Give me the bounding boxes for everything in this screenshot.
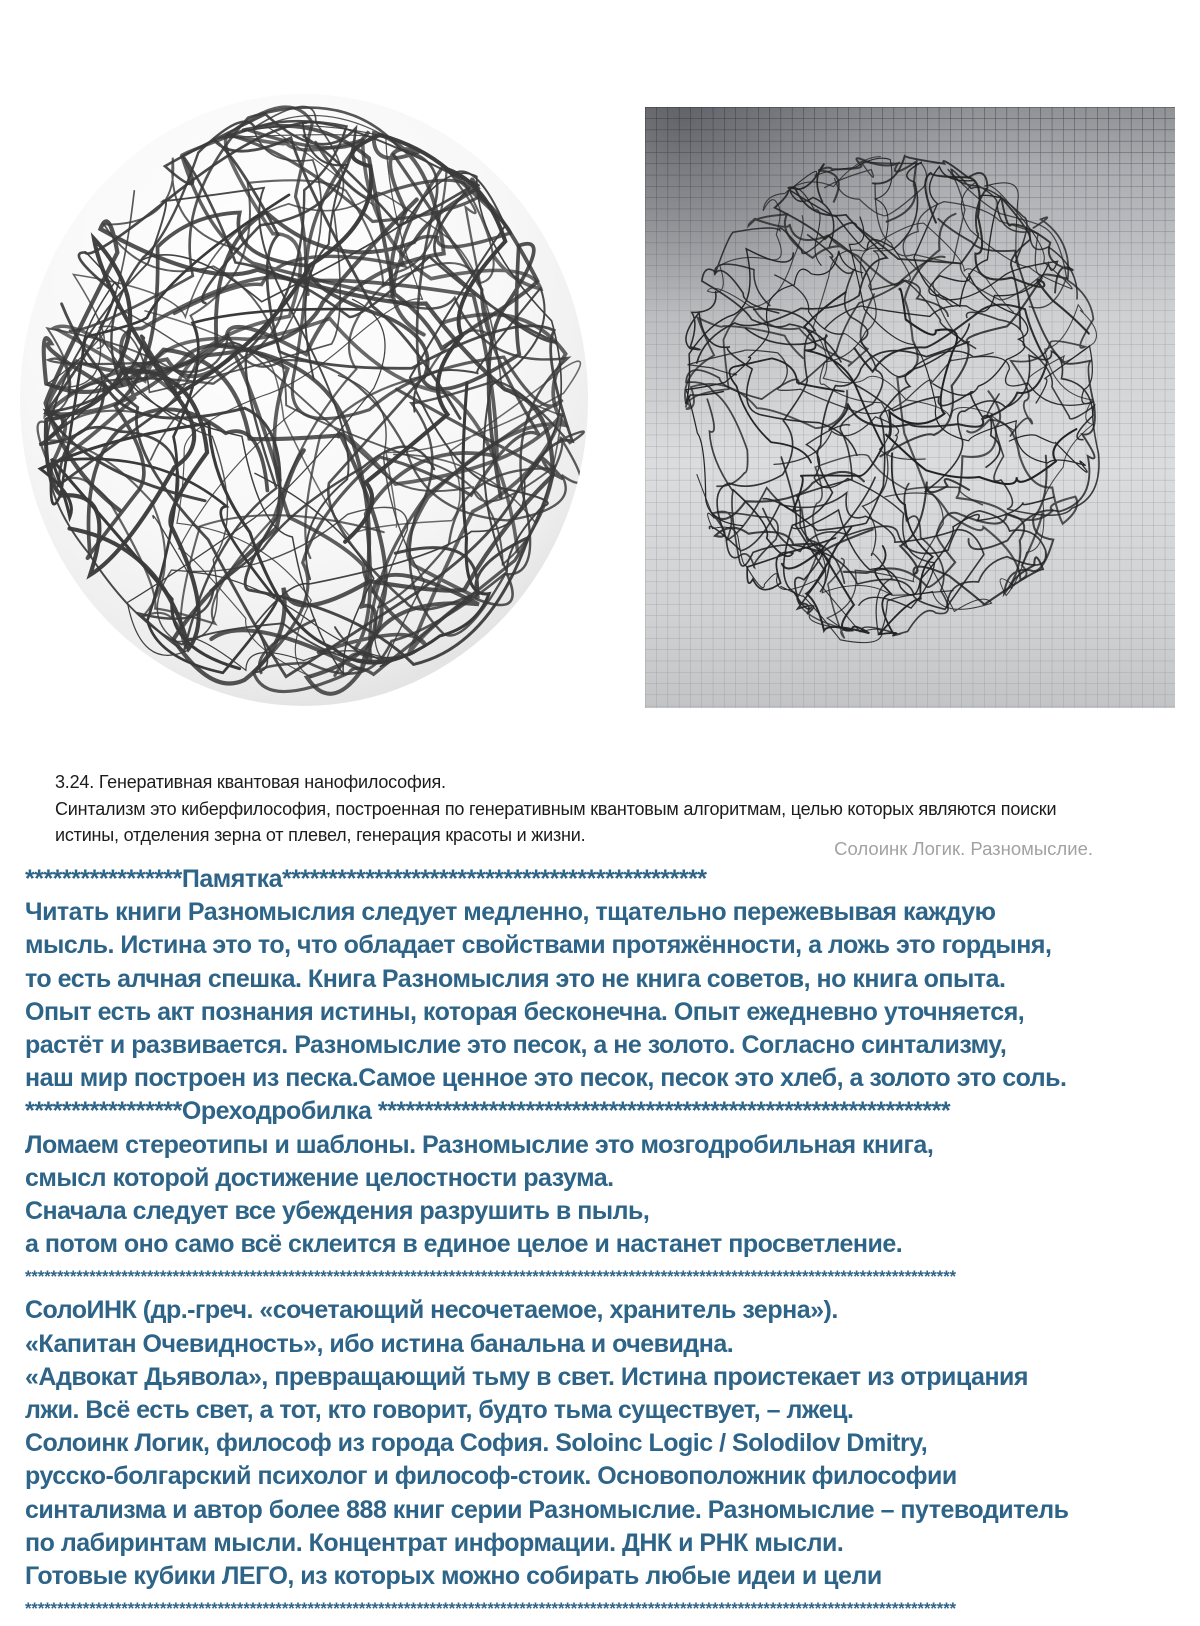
paper-corner-shadow <box>645 107 1175 708</box>
soloink-line: Готовые кубики ЛЕГО, из которых можно собирать любые идеи и цели <box>25 1561 882 1590</box>
soloink-line: Солоинк Логик, философ из города София. Soloinc Logic / Solodilov Dmitry, <box>25 1429 928 1458</box>
figure-caption <box>55 769 1056 849</box>
blue-text-block <box>25 863 1200 1626</box>
scribble-sphere-image <box>18 93 590 707</box>
orekhodrobilka-line: а потом оно само всё склеится в единое целое и настанет просветление. <box>25 1230 903 1259</box>
pamyatka-line: Читать книги Разномыслия следует медленно, тщательно пережевывая каждую <box>25 898 996 927</box>
soloink-line: лжи. Всё есть свет, а тот, кто говорит, будто тьма существует, – лжец. <box>25 1396 854 1424</box>
pamyatka-line: растёт и развивается. Разномыслие это песок, а не золото. Согласно синтализму, <box>25 1030 1007 1059</box>
pamyatka-line: мысль. Истина это то, что обладает свойствами протяжённости, а ложь это гордыня, <box>25 931 1052 960</box>
orekhodrobilka-header: *****************Ореходробилка ************************************************************** <box>25 1097 951 1126</box>
soloink-line: синтализма и автор более 888 книг серии Разномыслие. Разномыслие – путеводитель <box>25 1495 1069 1524</box>
soloink-line: «Адвокат Дьявола», превращающий тьму в свет. Истина проистекает из отрицания <box>25 1362 1029 1391</box>
orekhodrobilka-line: смысл которой достижение целостности разума. <box>25 1163 614 1192</box>
asterisk-separator: ************************************************************************************************************************************************* <box>25 1268 957 1287</box>
pamyatka-line: то есть алчная спешка. Книга Разномыслия это не книга советов, но книга опыта. <box>25 964 1006 993</box>
asterisk-separator-end: ************************************************************************************************************************************************* <box>25 1600 957 1619</box>
caption-line-1: 3.24. Генеративная квантовая нанофилософия. <box>55 772 446 792</box>
attribution: Солоинк Логик. Разномыслие. <box>834 838 1093 859</box>
caption-line-2: Синтализм это киберфилософия, построенная по генеративным квантовым алгоритмам, целью которых являются поиски <box>55 798 1057 819</box>
soloink-line: СолоИНК (др.-греч. «сочетающий несочетаемое, хранитель зерна»). <box>25 1296 838 1325</box>
soloink-line: по лабиринтам мысли. Концентрат информации. ДНК и РНК мысли. <box>25 1528 844 1557</box>
soloink-line: «Капитан Очевидность», ибо истина банальна и очевидна. <box>25 1329 734 1358</box>
pamyatka-line: Опыт есть акт познания истины, которая бесконечна. Опыт ежедневно уточняется, <box>25 997 1025 1026</box>
soloink-line: русско-болгарский психолог и философ-стоик. Основоположник философии <box>25 1462 957 1491</box>
pamyatka-line: наш мир построен из песка.Самое ценное это песок, песок это хлеб, а золото это соль. <box>25 1064 1067 1093</box>
caption-line-3: истины, отделения зерна от плевел, генерация красоты и жизни. <box>55 825 586 845</box>
orekhodrobilka-line: Сначала следует все убеждения разрушить в пыль, <box>25 1196 650 1225</box>
orekhodrobilka-line: Ломаем стереотипы и шаблоны. Разномыслие это мозгодробильная книга, <box>25 1130 934 1159</box>
pamyatka-header: *****************Памятка********************************************** <box>25 865 707 893</box>
graph-paper-scribble-photo <box>645 107 1175 708</box>
